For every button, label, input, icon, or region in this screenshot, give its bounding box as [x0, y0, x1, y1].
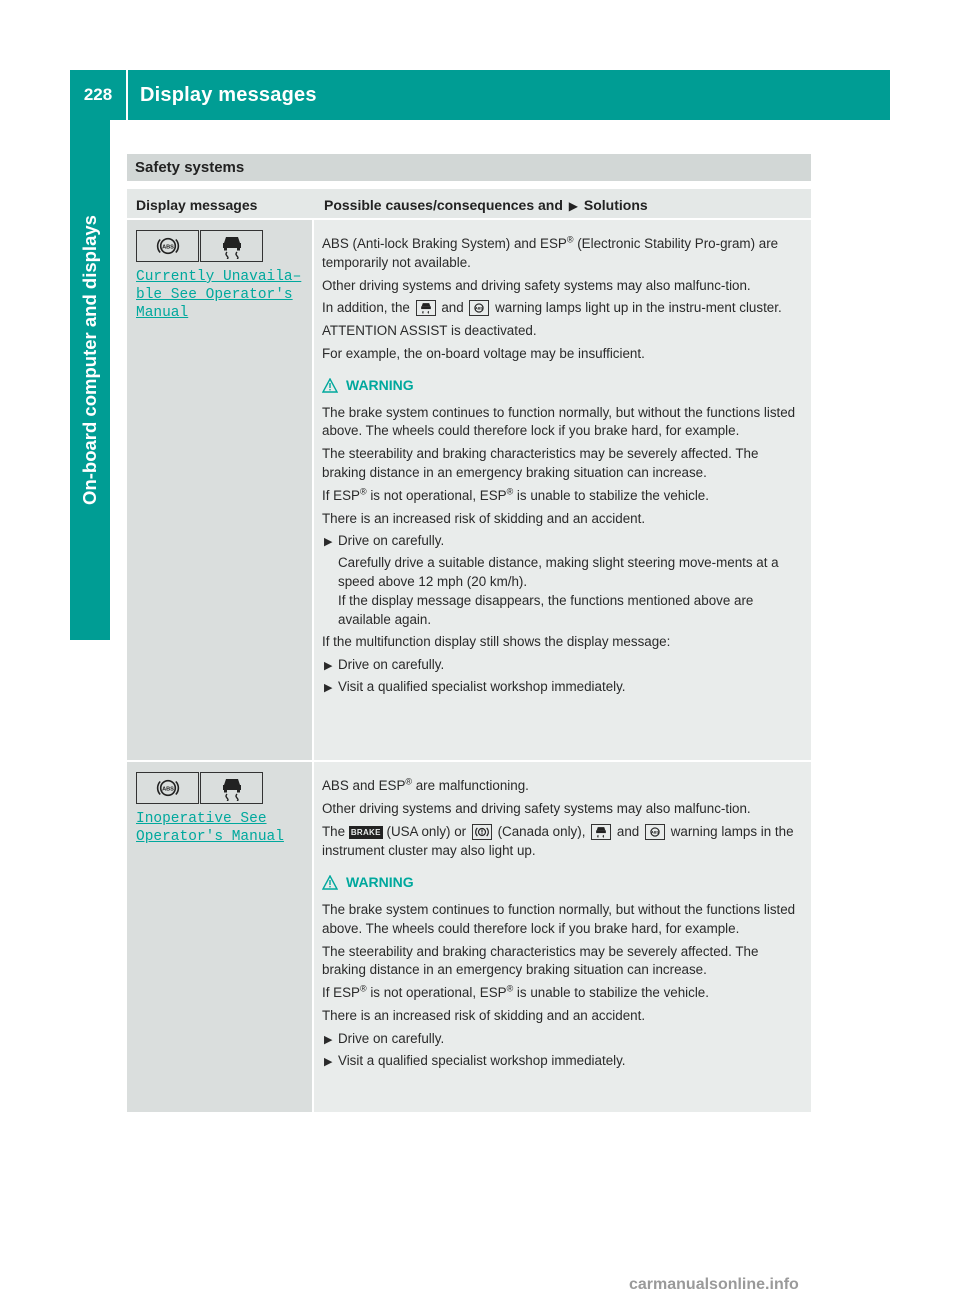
text: is not operational, ESP: [366, 487, 507, 503]
text: If ESP: [322, 487, 360, 503]
cause-paragraph: [322, 823, 803, 862]
page-number: 228: [70, 70, 128, 120]
chapter-side-label-wrap: [70, 120, 110, 600]
message-icons: [136, 230, 312, 262]
table-row: [127, 220, 811, 762]
step-arrow-icon: ▶: [324, 681, 333, 694]
registered-mark: ®: [506, 486, 514, 497]
step-arrow-icon: ▶: [324, 1033, 333, 1046]
text: is unable to stabilize the vehicle.: [513, 985, 709, 1001]
chapter-side-label: On-board computer and displays: [79, 215, 101, 505]
text: ABS and ESP: [322, 778, 406, 793]
display-message-text: Inoperative See Operator's Manual: [136, 811, 284, 845]
text: and: [441, 300, 464, 316]
text: Visit a qualified specialist workshop immediately.: [338, 678, 626, 694]
table-row: [127, 762, 811, 1114]
cause-paragraph: [322, 299, 803, 318]
warning-paragraph: The steerability and braking characteristics may be severely affected. The braking distance in an emergency braking situation can increase.: [322, 943, 759, 978]
svg-text:ABS: ABS: [161, 244, 174, 251]
solution-note: Carefully drive a suitable distance, making slight steering move-ments at a speed above 12 mph (20 km/h).: [338, 555, 779, 589]
registered-mark: ®: [359, 486, 367, 497]
text: is unable to stabilize the vehicle.: [513, 487, 709, 503]
warning-paragraph: There is an increased risk of skidding and an accident.: [322, 510, 646, 526]
text: and: [616, 823, 640, 839]
svg-text:ABS: ABS: [475, 306, 484, 311]
section-title: Safety systems: [127, 154, 811, 181]
text: Drive on carefully.: [338, 533, 445, 549]
display-messages-table: [127, 189, 811, 1114]
warning-heading: [322, 873, 803, 892]
causes-cell: [314, 762, 811, 1112]
solution-note: If the display message disappears, the functions mentioned above are available again.: [338, 592, 754, 627]
message-cell: [127, 762, 314, 1112]
step-arrow-icon: ▶: [324, 660, 333, 673]
step-arrow-icon: ▶: [324, 536, 333, 549]
brake-warning-icon: BRAKE: [350, 827, 381, 837]
page-header: [70, 70, 890, 120]
col-header-causes-solutions: [314, 189, 811, 218]
registered-mark: ®: [405, 776, 413, 787]
text: (Electronic Stability Pro-gram) are temporarily not available.: [322, 236, 779, 270]
warning-triangle-icon: [322, 875, 338, 890]
text: ABS (Anti-lock Braking System) and ESP: [322, 236, 567, 251]
svg-text:ABS: ABS: [651, 829, 659, 834]
col-header-solutions-text: Solutions: [583, 197, 648, 213]
text: Drive on carefully.: [338, 657, 445, 673]
solution-step: [322, 1052, 803, 1072]
text: is not operational, ESP: [366, 985, 507, 1001]
esp-skidding-car-icon: [200, 230, 263, 262]
svg-text:ABS: ABS: [161, 786, 174, 793]
col-header-causes-text: Possible causes/consequences and: [324, 197, 563, 213]
watermark: carmanualsonline.info: [629, 1276, 799, 1293]
solution-step: [322, 532, 803, 552]
text: In addition, the: [322, 300, 410, 316]
table-header: [127, 189, 811, 220]
abs-warning-icon: [645, 824, 665, 840]
cause-paragraph: ATTENTION ASSIST is deactivated.: [322, 323, 537, 339]
esp-skidding-car-icon: [591, 824, 611, 840]
warning-title: WARNING: [346, 376, 414, 393]
text: Visit a qualified specialist workshop immediately.: [338, 1052, 626, 1068]
warning-paragraph: The brake system continues to function normally, but without the functions listed above. The wheels could therefore lock if you brake hard, for example.: [322, 901, 796, 936]
abs-warning-icon: [136, 230, 199, 262]
cause-paragraph: Other driving systems and driving safety systems may also malfunc-tion.: [322, 800, 751, 816]
text: If ESP: [322, 985, 360, 1001]
esp-skidding-car-icon: [416, 300, 436, 316]
causes-cell: [314, 220, 811, 760]
brake-circle-warning-icon: [472, 824, 492, 840]
message-icons: [136, 772, 312, 804]
page-title: Display messages: [140, 83, 317, 106]
warning-paragraph: The brake system continues to function normally, but without the functions listed above. The wheels could therefore lock if you brake hard, for example.: [322, 404, 796, 439]
solution-step: [322, 656, 803, 676]
solution-arrow-icon: ▶: [568, 199, 579, 213]
text: warning lamps light up in the instru-ment cluster.: [495, 300, 782, 316]
text: are malfunctioning.: [412, 778, 529, 793]
text: (Canada only),: [497, 823, 586, 839]
solution-step: [322, 678, 803, 698]
text: (USA only) or: [386, 823, 467, 839]
cause-paragraph: If the multifunction display still shows the display message:: [322, 634, 671, 650]
registered-mark: ®: [566, 234, 574, 245]
cause-paragraph: [322, 235, 803, 273]
warning-triangle-icon: [322, 378, 338, 393]
text: The: [322, 823, 346, 839]
warning-heading: [322, 376, 803, 395]
message-cell: [127, 220, 314, 760]
warning-paragraph: There is an increased risk of skidding and an accident.: [322, 1007, 646, 1023]
abs-warning-icon: [136, 772, 199, 804]
text: Drive on carefully.: [338, 1030, 445, 1046]
warning-paragraph: [322, 984, 803, 1003]
step-arrow-icon: ▶: [324, 1055, 333, 1068]
warning-title: WARNING: [346, 874, 414, 891]
esp-skidding-car-icon: [200, 772, 263, 804]
warning-paragraph: The steerability and braking characteristics may be severely affected. The braking distance in an emergency braking situation can increase.: [322, 446, 759, 480]
text: warning lamps in the instrument cluster may also light up.: [322, 823, 794, 859]
solution-step: [322, 1030, 803, 1050]
warning-paragraph: [322, 487, 803, 506]
abs-warning-icon: [469, 300, 489, 316]
registered-mark: ®: [359, 983, 367, 994]
cause-paragraph: For example, the on-board voltage may be insufficient.: [322, 345, 645, 361]
cause-paragraph: Other driving systems and driving safety systems may also malfunc-tion.: [322, 277, 751, 293]
col-header-display-messages: Display messages: [136, 197, 258, 213]
registered-mark: ®: [506, 983, 514, 994]
cause-paragraph: [322, 777, 803, 796]
display-message-text: Currently Unavaila– ble See Operator's Manual: [136, 269, 302, 321]
